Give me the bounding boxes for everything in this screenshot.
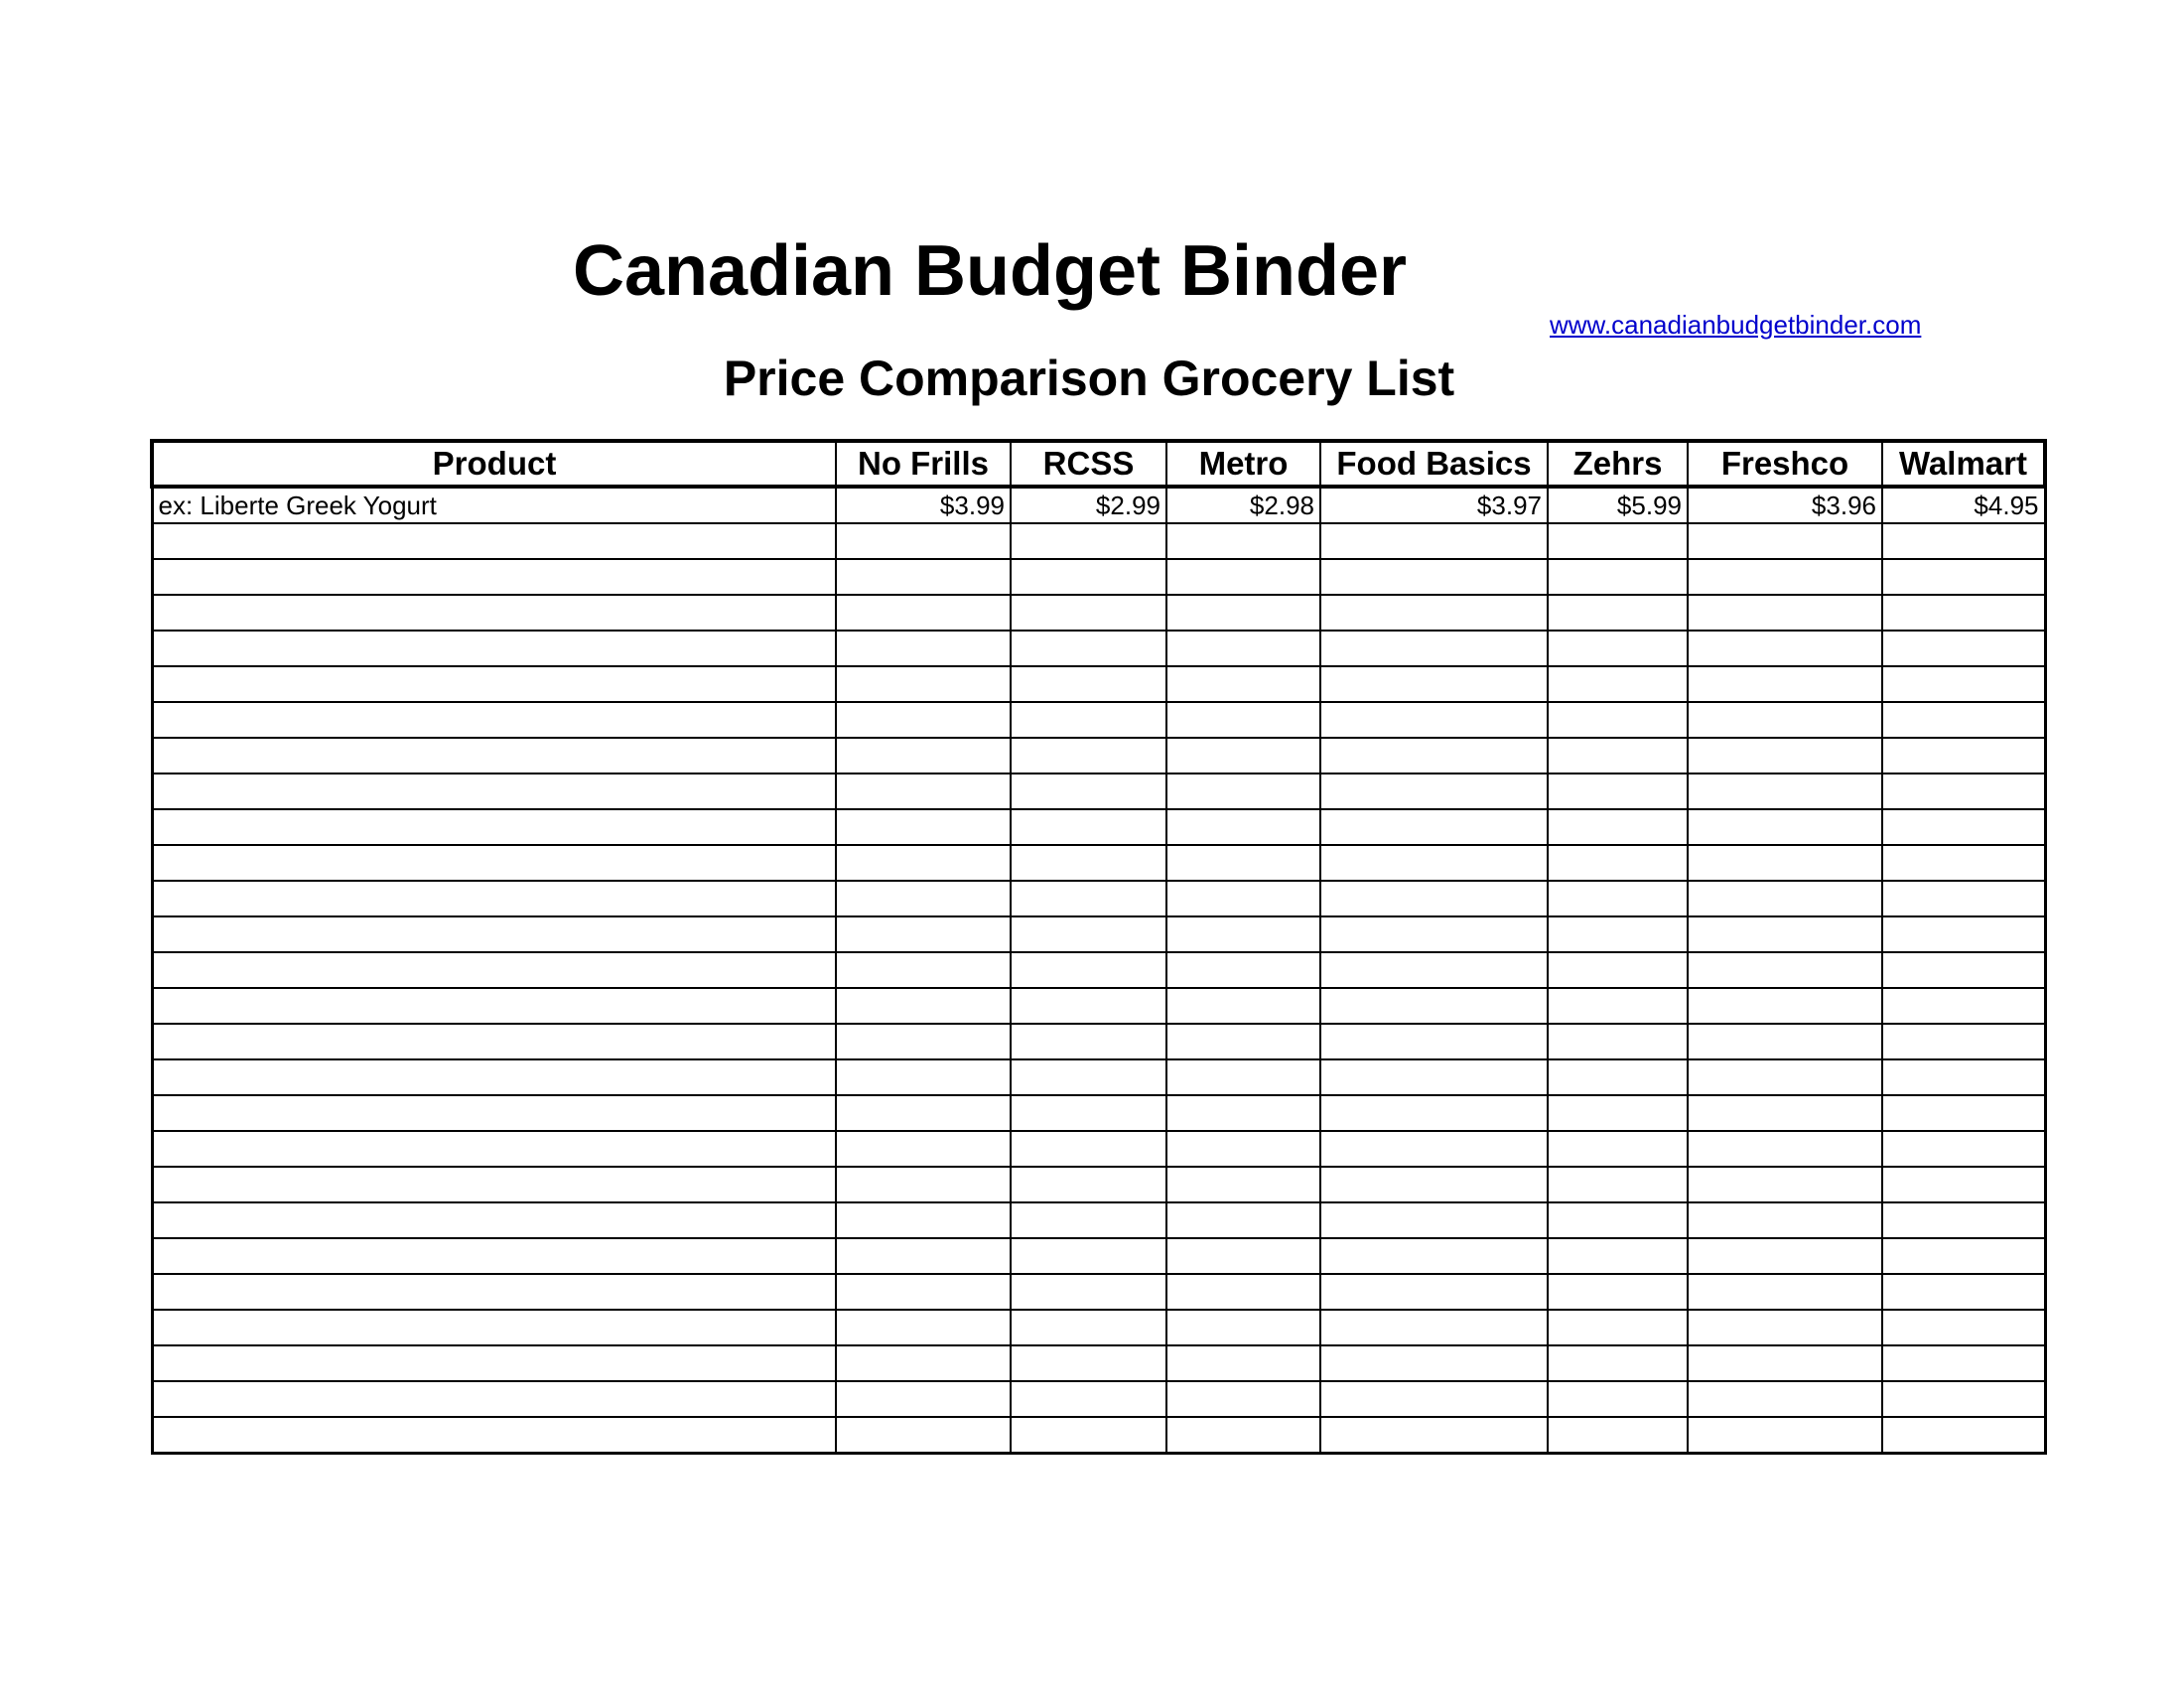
product-cell[interactable] <box>152 595 836 631</box>
price-cell[interactable] <box>1166 1310 1320 1345</box>
blank-row <box>152 1381 2045 1417</box>
price-cell[interactable] <box>1320 738 1548 774</box>
price-cell[interactable] <box>836 988 1011 1024</box>
price-cell[interactable] <box>1320 523 1548 559</box>
price-cell[interactable] <box>1688 595 1882 631</box>
product-cell[interactable] <box>152 702 836 738</box>
price-cell[interactable] <box>1688 1167 1882 1202</box>
price-cell[interactable] <box>1688 845 1882 881</box>
price-cell[interactable] <box>1011 1345 1166 1381</box>
price-cell[interactable] <box>1166 559 1320 595</box>
price-cell[interactable] <box>1548 774 1688 809</box>
price-cell[interactable] <box>1011 1059 1166 1095</box>
price-cell[interactable] <box>1011 916 1166 952</box>
price-cell[interactable] <box>1548 1095 1688 1131</box>
price-cell[interactable] <box>1166 666 1320 702</box>
price-cell-rcss[interactable]: $2.99 <box>1011 487 1166 523</box>
price-cell[interactable] <box>1882 1238 2045 1274</box>
price-cell[interactable] <box>836 559 1011 595</box>
price-cell[interactable] <box>1011 559 1166 595</box>
price-cell[interactable] <box>1166 1095 1320 1131</box>
price-cell[interactable] <box>1688 1310 1882 1345</box>
product-cell[interactable] <box>152 738 836 774</box>
blank-row <box>152 1131 2045 1167</box>
example-row <box>152 487 2045 523</box>
price-cell[interactable] <box>1011 1095 1166 1131</box>
price-cell[interactable] <box>836 809 1011 845</box>
price-cell[interactable] <box>1688 1059 1882 1095</box>
product-cell[interactable] <box>152 1131 836 1167</box>
price-cell[interactable] <box>1166 1345 1320 1381</box>
price-cell[interactable] <box>836 1202 1011 1238</box>
price-cell[interactable] <box>836 1059 1011 1095</box>
price-cell[interactable] <box>1011 1131 1166 1167</box>
price-cell[interactable] <box>1320 702 1548 738</box>
price-cell[interactable] <box>1688 916 1882 952</box>
price-cell[interactable] <box>1011 845 1166 881</box>
price-cell[interactable] <box>1882 595 2045 631</box>
blank-row <box>152 1024 2045 1059</box>
page-subtitle <box>0 348 2184 409</box>
price-cell[interactable] <box>1882 631 2045 666</box>
price-cell[interactable] <box>836 1274 1011 1310</box>
price-cell[interactable] <box>1548 881 1688 916</box>
blank-row <box>152 1059 2045 1095</box>
price-cell[interactable] <box>1548 1024 1688 1059</box>
price-cell[interactable] <box>1548 916 1688 952</box>
price-cell[interactable] <box>836 952 1011 988</box>
price-cell-zehrs[interactable]: $5.99 <box>1548 487 1688 523</box>
price-cell[interactable] <box>1166 1131 1320 1167</box>
price-cell[interactable] <box>836 595 1011 631</box>
blank-row <box>152 523 2045 559</box>
price-cell[interactable] <box>1548 1131 1688 1167</box>
price-cell[interactable] <box>1548 702 1688 738</box>
product-cell[interactable] <box>152 1202 836 1238</box>
price-cell[interactable] <box>1882 1202 2045 1238</box>
price-cell[interactable] <box>1320 1131 1548 1167</box>
price-cell[interactable] <box>1548 666 1688 702</box>
price-cell[interactable] <box>1011 702 1166 738</box>
product-cell[interactable] <box>152 1024 836 1059</box>
product-cell[interactable] <box>152 1238 836 1274</box>
price-cell[interactable] <box>1882 559 2045 595</box>
price-cell[interactable] <box>1320 1417 1548 1454</box>
price-cell[interactable] <box>1548 1202 1688 1238</box>
price-cell[interactable] <box>1688 1345 1882 1381</box>
price-cell[interactable] <box>1320 1381 1548 1417</box>
price-cell[interactable] <box>1011 1417 1166 1454</box>
price-cell[interactable] <box>1320 631 1548 666</box>
price-cell[interactable] <box>1320 1345 1548 1381</box>
column-header-walmart: Walmart <box>1882 441 2045 487</box>
price-cell[interactable] <box>1320 1274 1548 1310</box>
website-link[interactable]: www.canadianbudgetbinder.com <box>1550 310 1922 340</box>
price-cell[interactable] <box>1011 774 1166 809</box>
price-cell[interactable] <box>1548 1417 1688 1454</box>
price-cell[interactable] <box>1166 738 1320 774</box>
price-cell[interactable] <box>1882 1131 2045 1167</box>
price-cell[interactable] <box>1166 631 1320 666</box>
price-cell[interactable] <box>1688 666 1882 702</box>
blank-row <box>152 916 2045 952</box>
price-cell[interactable] <box>1882 702 2045 738</box>
price-cell[interactable] <box>836 1167 1011 1202</box>
blank-row <box>152 774 2045 809</box>
price-cell[interactable] <box>1688 631 1882 666</box>
price-cell[interactable] <box>836 631 1011 666</box>
price-cell[interactable] <box>1688 809 1882 845</box>
product-cell[interactable] <box>152 1345 836 1381</box>
product-cell[interactable] <box>152 1167 836 1202</box>
blank-row <box>152 1167 2045 1202</box>
column-header-metro: Metro <box>1166 441 1320 487</box>
price-cell[interactable] <box>1688 738 1882 774</box>
product-cell[interactable] <box>152 881 836 916</box>
product-cell[interactable] <box>152 916 836 952</box>
price-cell[interactable] <box>1882 1381 2045 1417</box>
price-cell[interactable] <box>836 845 1011 881</box>
product-cell[interactable] <box>152 1310 836 1345</box>
price-cell[interactable] <box>1548 631 1688 666</box>
price-cell[interactable] <box>1320 559 1548 595</box>
product-cell[interactable] <box>152 1095 836 1131</box>
column-header-product: Product <box>152 441 836 487</box>
price-cell[interactable] <box>1011 1274 1166 1310</box>
blank-row <box>152 1417 2045 1454</box>
price-cell[interactable] <box>836 523 1011 559</box>
price-cell[interactable] <box>1320 1238 1548 1274</box>
price-cell[interactable] <box>1548 952 1688 988</box>
price-cell[interactable] <box>1688 1024 1882 1059</box>
price-cell[interactable] <box>1320 1310 1548 1345</box>
blank-row <box>152 559 2045 595</box>
blank-row <box>152 666 2045 702</box>
price-cell[interactable] <box>1688 523 1882 559</box>
price-cell[interactable] <box>1548 595 1688 631</box>
price-cell[interactable] <box>1548 845 1688 881</box>
price-cell[interactable] <box>1011 881 1166 916</box>
price-cell[interactable] <box>1320 988 1548 1024</box>
price-cell[interactable] <box>1166 1417 1320 1454</box>
price-cell-food-basics[interactable]: $3.97 <box>1320 487 1548 523</box>
column-header-zehrs: Zehrs <box>1548 441 1688 487</box>
price-cell[interactable] <box>1548 809 1688 845</box>
price-cell[interactable] <box>1011 631 1166 666</box>
price-cell[interactable] <box>1320 1167 1548 1202</box>
price-cell[interactable] <box>1166 952 1320 988</box>
blank-row <box>152 809 2045 845</box>
price-cell[interactable] <box>1166 702 1320 738</box>
blank-row <box>152 845 2045 881</box>
blank-row <box>152 1274 2045 1310</box>
price-cell[interactable] <box>836 916 1011 952</box>
product-cell[interactable] <box>152 774 836 809</box>
price-cell[interactable] <box>1166 809 1320 845</box>
price-cell-freshco[interactable]: $3.96 <box>1688 487 1882 523</box>
header-row <box>152 441 2045 487</box>
price-cell[interactable] <box>1011 809 1166 845</box>
price-cell[interactable] <box>836 1238 1011 1274</box>
price-cell[interactable] <box>1882 845 2045 881</box>
price-cell[interactable] <box>1882 1095 2045 1131</box>
price-cell[interactable] <box>1882 1417 2045 1454</box>
price-cell[interactable] <box>1320 916 1548 952</box>
price-cell[interactable] <box>1166 1059 1320 1095</box>
price-cell[interactable] <box>1166 1202 1320 1238</box>
price-cell[interactable] <box>836 1095 1011 1131</box>
price-cell[interactable] <box>1688 774 1882 809</box>
product-cell[interactable] <box>152 523 836 559</box>
price-cell[interactable] <box>1882 1345 2045 1381</box>
price-cell[interactable] <box>1320 1202 1548 1238</box>
price-cell[interactable] <box>1882 952 2045 988</box>
blank-row <box>152 1202 2045 1238</box>
price-cell[interactable] <box>836 738 1011 774</box>
price-cell[interactable] <box>1882 738 2045 774</box>
price-cell[interactable] <box>1882 1274 2045 1310</box>
price-cell[interactable] <box>1166 916 1320 952</box>
price-cell[interactable] <box>1166 1024 1320 1059</box>
price-cell[interactable] <box>1320 666 1548 702</box>
column-header-freshco: Freshco <box>1688 441 1882 487</box>
price-cell[interactable] <box>1011 1167 1166 1202</box>
price-cell[interactable] <box>1011 952 1166 988</box>
price-cell[interactable] <box>1320 952 1548 988</box>
product-cell[interactable] <box>152 988 836 1024</box>
blank-row <box>152 1095 2045 1131</box>
price-cell[interactable] <box>1011 523 1166 559</box>
price-cell[interactable] <box>1882 1310 2045 1345</box>
price-cell[interactable] <box>1166 1381 1320 1417</box>
price-cell[interactable] <box>836 1381 1011 1417</box>
price-cell[interactable] <box>1320 595 1548 631</box>
blank-row <box>152 595 2045 631</box>
product-cell[interactable]: ex: Liberte Greek Yogurt <box>152 487 836 523</box>
blank-row <box>152 1238 2045 1274</box>
price-cell[interactable] <box>1320 774 1548 809</box>
price-cell[interactable] <box>1688 1095 1882 1131</box>
price-cell[interactable] <box>1011 1238 1166 1274</box>
price-cell[interactable] <box>1548 1310 1688 1345</box>
price-cell[interactable] <box>1688 952 1882 988</box>
price-cell[interactable] <box>1166 595 1320 631</box>
price-cell[interactable] <box>1320 1095 1548 1131</box>
price-cell[interactable] <box>836 666 1011 702</box>
price-cell[interactable] <box>1548 1345 1688 1381</box>
price-cell[interactable] <box>1011 595 1166 631</box>
price-cell[interactable] <box>1688 1131 1882 1167</box>
price-cell-no-frills[interactable]: $3.99 <box>836 487 1011 523</box>
price-cell[interactable] <box>1882 988 2045 1024</box>
price-cell[interactable] <box>1548 1059 1688 1095</box>
price-cell[interactable] <box>1548 1167 1688 1202</box>
price-cell[interactable] <box>1320 1059 1548 1095</box>
product-cell[interactable] <box>152 559 836 595</box>
price-cell[interactable] <box>1011 1202 1166 1238</box>
product-cell[interactable] <box>152 809 836 845</box>
price-cell[interactable] <box>1320 881 1548 916</box>
price-cell[interactable] <box>836 774 1011 809</box>
blank-row <box>152 631 2045 666</box>
price-cell[interactable] <box>836 1024 1011 1059</box>
price-cell[interactable] <box>1011 666 1166 702</box>
price-cell[interactable] <box>1882 881 2045 916</box>
column-header-food-basics: Food Basics <box>1320 441 1548 487</box>
price-cell-walmart[interactable]: $4.95 <box>1882 487 2045 523</box>
price-cell[interactable] <box>1166 1167 1320 1202</box>
column-header-no-frills: No Frills <box>836 441 1011 487</box>
price-cell[interactable] <box>1548 559 1688 595</box>
price-cell[interactable] <box>1320 845 1548 881</box>
column-header-rcss: RCSS <box>1011 441 1166 487</box>
price-comparison-table <box>150 439 2047 1455</box>
price-cell[interactable] <box>836 702 1011 738</box>
product-cell[interactable] <box>152 1417 836 1454</box>
product-cell[interactable] <box>152 666 836 702</box>
price-cell[interactable] <box>1688 881 1882 916</box>
price-cell[interactable] <box>1688 1381 1882 1417</box>
blank-row <box>152 1345 2045 1381</box>
blank-row <box>152 702 2045 738</box>
product-cell[interactable] <box>152 845 836 881</box>
price-cell[interactable] <box>1548 738 1688 774</box>
blank-row <box>152 738 2045 774</box>
price-cell[interactable] <box>1688 988 1882 1024</box>
product-cell[interactable] <box>152 952 836 988</box>
price-cell[interactable] <box>1011 1381 1166 1417</box>
price-cell[interactable] <box>1320 809 1548 845</box>
price-cell[interactable] <box>1882 809 2045 845</box>
price-cell[interactable] <box>1166 845 1320 881</box>
price-cell[interactable] <box>1882 1024 2045 1059</box>
price-cell[interactable] <box>1320 1024 1548 1059</box>
price-cell[interactable] <box>1548 988 1688 1024</box>
price-cell[interactable] <box>836 1417 1011 1454</box>
price-cell[interactable] <box>1166 988 1320 1024</box>
price-cell[interactable] <box>1166 1238 1320 1274</box>
price-cell[interactable] <box>1166 881 1320 916</box>
price-cell[interactable] <box>836 1310 1011 1345</box>
price-cell[interactable] <box>1548 1381 1688 1417</box>
price-cell[interactable] <box>1166 523 1320 559</box>
price-cell[interactable] <box>1688 1274 1882 1310</box>
price-cell[interactable] <box>1011 738 1166 774</box>
price-cell[interactable] <box>1548 1274 1688 1310</box>
price-cell[interactable] <box>1688 1238 1882 1274</box>
price-cell[interactable] <box>1882 666 2045 702</box>
product-cell[interactable] <box>152 1274 836 1310</box>
page-title <box>0 226 2184 316</box>
price-cell[interactable] <box>1688 1417 1882 1454</box>
price-cell[interactable] <box>1011 1024 1166 1059</box>
page-subtitle-text: Price Comparison Grocery List <box>723 351 1455 406</box>
price-cell[interactable] <box>836 1345 1011 1381</box>
price-cell[interactable] <box>1548 523 1688 559</box>
price-cell-metro[interactable]: $2.98 <box>1166 487 1320 523</box>
price-cell[interactable] <box>1688 559 1882 595</box>
product-cell[interactable] <box>152 631 836 666</box>
product-cell[interactable] <box>152 1381 836 1417</box>
price-cell[interactable] <box>1688 702 1882 738</box>
price-cell[interactable] <box>1882 1167 2045 1202</box>
price-cell[interactable] <box>1882 916 2045 952</box>
price-cell[interactable] <box>836 1131 1011 1167</box>
product-cell[interactable] <box>152 1059 836 1095</box>
price-cell[interactable] <box>836 881 1011 916</box>
price-cell[interactable] <box>1011 988 1166 1024</box>
price-cell[interactable] <box>1882 774 2045 809</box>
price-cell[interactable] <box>1548 1238 1688 1274</box>
price-cell[interactable] <box>1688 1202 1882 1238</box>
blank-row <box>152 1310 2045 1345</box>
blank-row <box>152 881 2045 916</box>
price-cell[interactable] <box>1166 1274 1320 1310</box>
blank-row <box>152 952 2045 988</box>
price-cell[interactable] <box>1011 1310 1166 1345</box>
blank-row <box>152 988 2045 1024</box>
price-cell[interactable] <box>1882 523 2045 559</box>
page-title-text: Canadian Budget Binder <box>572 231 1408 311</box>
price-cell[interactable] <box>1882 1059 2045 1095</box>
price-cell[interactable] <box>1166 774 1320 809</box>
